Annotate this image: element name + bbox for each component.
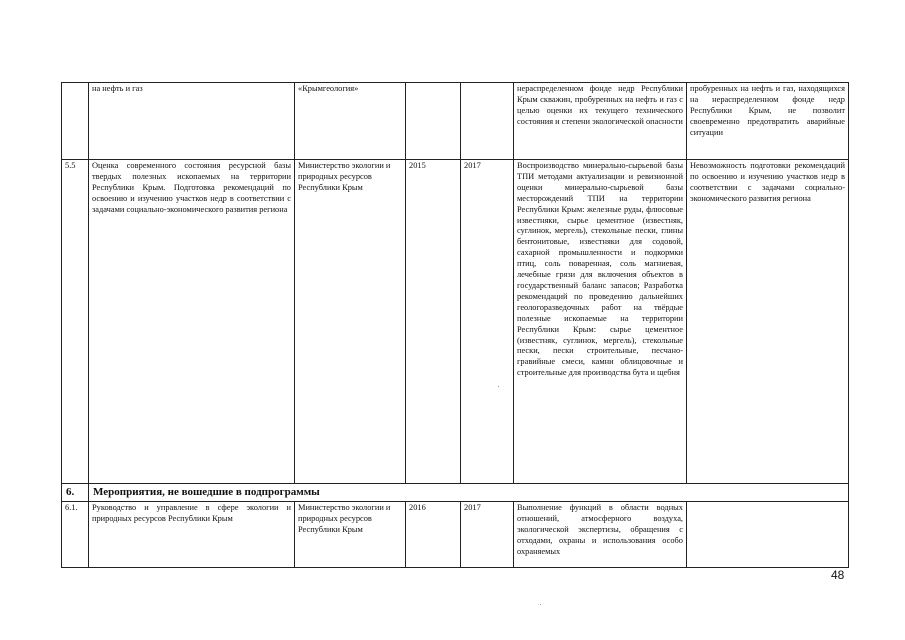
cell-name: на нефть и газ	[89, 83, 295, 160]
cell-executor: «Крымгеология»	[295, 83, 406, 160]
cell-executor: Министерство экологии и природных ресурсов Республики Крым	[295, 502, 406, 568]
cell-executor: Министерство экологии и природных ресурсов Республики Крым	[295, 160, 406, 484]
cell-year-start: 2015	[406, 160, 461, 484]
cell-risk: пробуренных на нефть и газ, находящихся на нераспределенном фонде недр Республики Крым, не позволит своевременно предотвратить аварийные ситуации	[687, 83, 849, 160]
cell-num: 6.1.	[62, 502, 89, 568]
cell-year-end: 2017	[461, 502, 514, 568]
table-row	[62, 160, 849, 484]
cell-risk: Невозможность подготовки рекомендаций по освоению и изучению участков недр в соответствии с задачами социально-экономического развития региона	[687, 160, 849, 484]
cell-year-start: 2016	[406, 502, 461, 568]
scan-speck	[540, 604, 541, 605]
cell-risk	[687, 502, 849, 568]
cell-year-end	[461, 83, 514, 160]
scan-speck	[498, 386, 499, 387]
cell-name: Руководство и управление в сфере экологии и природных ресурсов Республики Крым	[89, 502, 295, 568]
cell-num: 5.5	[62, 160, 89, 484]
cell-result: Выполнение функций в области водных отношений, атмосферного воздуха, экологической экспертизы, обращения с отходами, охраны и использования особо охраняемых	[514, 502, 687, 568]
table-row	[62, 83, 849, 160]
section-num: 6.	[62, 484, 89, 502]
cell-year-start	[406, 83, 461, 160]
measures-table	[61, 82, 849, 568]
page-number: 48	[831, 568, 845, 582]
table-row	[62, 502, 849, 568]
cell-result: Воспроизводство минерально-сырьевой базы ТПИ методами актуализации и ревизионной оценки минерально-сырьевой базы месторождений ТПИ на территории Республики Крым: железные руды, флюсовые известняки, сырье цементное (известняк, суглинок, мергель), стекольные пески, глины бентонитовые, известняки для содовой, сахарной промышленности и подкормки птиц, соль поваренная, соль магниевая, лечебные грязи для включения объектов в государственный баланс запасов; Разработка рекомендаций по проведению дальнейших геологоразведочных работ на твёрдые полезные ископаемые на территории Республики Крым: сырье цементное (известняк, суглинок, мергель), стекольные пески, пески строительные, песчано-гравийные смеси, камни облицовочные и строительные для производства бута и щебня	[514, 160, 687, 484]
cell-year-end: 2017	[461, 160, 514, 484]
cell-name: Оценка современного состояния ресурсной базы твердых полезных ископаемых на территории Республики Крым. Подготовка рекомендаций по освоению и изучению участков недр в соответствии с задачами социально-экономического развития региона	[89, 160, 295, 484]
cell-num	[62, 83, 89, 160]
cell-result: нераспределенном фонде недр Республики Крым скважин, пробуренных на нефть и газ с целью оценки их текущего технического состояния и степени экологической опасности	[514, 83, 687, 160]
section-row	[62, 484, 849, 502]
section-title: Мероприятия, не вошедшие в подпрограммы	[89, 484, 849, 502]
